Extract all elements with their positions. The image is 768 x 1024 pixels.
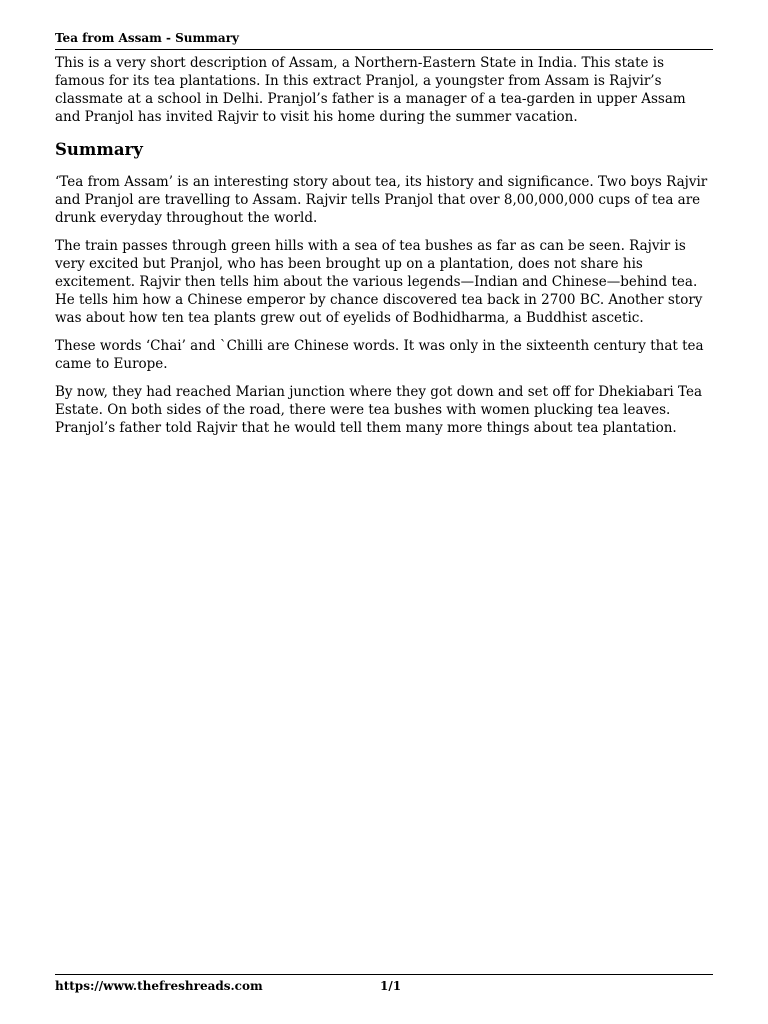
page-header <box>55 30 713 50</box>
intro-paragraph: This is a very short description of Assam, a Northern-Eastern State in India. This state is famous for its tea plantations. In this extract Pranjol, a youngster from Assam is Rajvir’s classmate at a school in Delhi. Pranjol’s father is a manager of a tea-garden in upper Assam and Pranjol has invited Rajvir to visit his home during the summer vacation. <box>55 55 686 125</box>
page-number: 1/1 <box>380 979 402 993</box>
summary-paragraph-4: By now, they had reached Marian junction where they got down and set off for Dhekiabari Tea Estate. On both sides of the road, there were tea bushes with women plucking tea leaves. Pranjol’s father told Rajvir that he would tell them many more things about tea plantation. <box>55 384 703 436</box>
summary-paragraph-1: ‘Tea from Assam’ is an interesting story about tea, its history and significance. Two boys Rajvir and Pranjol are travelling to Assam. Rajvir tells Pranjol that over 8,00,000,000 cups of tea are drunk everyday throughout the world. <box>55 174 708 226</box>
summary-paragraph-3: These words ‘Chai’ and `Chilli are Chinese words. It was only in the sixteenth century that tea came to Europe. <box>55 338 704 372</box>
summary-heading: Summary <box>55 140 143 159</box>
document-title: Tea from Assam - Summary <box>55 31 239 45</box>
summary-paragraph-2: The train passes through green hills with a sea of tea bushes as far as can be seen. Rajvir is very excited but Pranjol, who has been brought up on a plantation, does not share his excitement. Rajvir then tells him about the various legends—Indian and Chinese—behind tea. He tells him how a Chinese emperor by chance discovered tea back in 2700 BC. Another story was about how ten tea plants grew out of eyelids of Bodhidharma, a Buddhist ascetic. <box>55 238 703 326</box>
document-body <box>55 54 713 447</box>
footer-url-link[interactable]: https://www.thefreshreads.com <box>55 979 263 993</box>
page-footer <box>55 974 713 995</box>
